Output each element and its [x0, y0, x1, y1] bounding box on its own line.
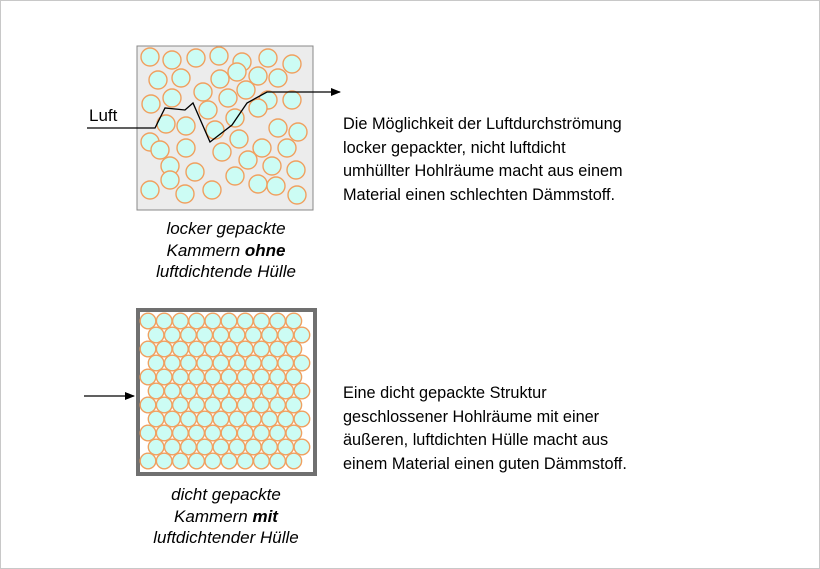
dense-circle — [221, 369, 237, 385]
dense-circle — [189, 341, 205, 357]
dense-circle — [156, 313, 172, 329]
dense-circle — [173, 341, 189, 357]
dense-circle — [173, 453, 189, 469]
dense-circle — [148, 411, 164, 427]
dense-description — [343, 382, 723, 476]
dense-circle — [294, 383, 310, 399]
dense-description-line: äußeren, luftdichten Hülle macht aus — [343, 431, 609, 449]
dense-circle — [254, 313, 270, 329]
dense-circle — [213, 439, 229, 455]
loose-circle — [283, 91, 301, 109]
dense-circle — [140, 397, 156, 413]
dense-caption-line1: dicht gepackte — [171, 485, 281, 504]
dense-circle — [148, 327, 164, 343]
dense-circle — [140, 313, 156, 329]
dense-circle — [229, 383, 245, 399]
dense-circle — [254, 341, 270, 357]
dense-circle — [270, 453, 286, 469]
loose-description-line: Die Möglichkeit der Luftdurchströmung — [343, 115, 622, 133]
dense-circle — [254, 397, 270, 413]
dense-circle — [221, 397, 237, 413]
dense-circle — [181, 355, 197, 371]
loose-circle — [177, 117, 195, 135]
dense-caption-line3: luftdichtender Hülle — [153, 528, 299, 547]
loose-circle — [226, 167, 244, 185]
dense-circle — [213, 411, 229, 427]
dense-circle — [173, 313, 189, 329]
dense-circle — [278, 411, 294, 427]
loose-circle — [177, 139, 195, 157]
dense-circle — [205, 369, 221, 385]
loose-circle — [287, 161, 305, 179]
dense-circle — [205, 341, 221, 357]
loose-circle — [211, 70, 229, 88]
dense-circle — [156, 453, 172, 469]
dense-caption — [96, 484, 356, 549]
loose-circle — [263, 157, 281, 175]
dense-circle — [254, 453, 270, 469]
dense-circle — [286, 397, 302, 413]
dense-description-line: Eine dicht gepackte Struktur — [343, 384, 547, 402]
dense-circle — [189, 453, 205, 469]
loose-circle — [249, 175, 267, 193]
loose-caption-line1: locker gepackte — [166, 219, 286, 238]
dense-circle — [229, 439, 245, 455]
dense-circle — [189, 369, 205, 385]
dense-circle — [140, 369, 156, 385]
dense-circle — [140, 341, 156, 357]
loose-circle — [289, 123, 307, 141]
dense-circle — [148, 383, 164, 399]
loose-circle — [230, 130, 248, 148]
dense-circle — [262, 355, 278, 371]
dense-circle — [237, 369, 253, 385]
loose-circle — [228, 63, 246, 81]
loose-circle — [142, 95, 160, 113]
dense-circle — [294, 355, 310, 371]
loose-caption — [96, 218, 356, 283]
dense-circle — [213, 327, 229, 343]
dense-circle — [148, 439, 164, 455]
dense-circle — [165, 355, 181, 371]
loose-caption-line3: luftdichtende Hülle — [156, 262, 296, 281]
dense-circle — [205, 425, 221, 441]
dense-circle — [181, 439, 197, 455]
air-label: Luft — [89, 106, 118, 125]
dense-circle — [278, 383, 294, 399]
loose-circle — [187, 49, 205, 67]
loose-circle — [249, 99, 267, 117]
dense-circle — [189, 313, 205, 329]
dense-circle — [262, 327, 278, 343]
dense-circle — [262, 439, 278, 455]
dense-circle — [181, 327, 197, 343]
dense-circle — [205, 453, 221, 469]
dense-circle — [165, 383, 181, 399]
dense-circle — [197, 383, 213, 399]
loose-circle — [163, 89, 181, 107]
dense-circle — [221, 313, 237, 329]
loose-circle — [206, 121, 224, 139]
dense-circle — [286, 369, 302, 385]
dense-caption-line2 — [96, 506, 356, 528]
dense-circle — [286, 453, 302, 469]
dense-circle — [229, 411, 245, 427]
loose-circle — [141, 48, 159, 66]
loose-circle — [269, 69, 287, 87]
loose-circle — [210, 47, 228, 65]
loose-description — [343, 113, 723, 207]
dense-circle — [229, 327, 245, 343]
loose-circle — [239, 151, 257, 169]
loose-caption-emphasis: ohne — [244, 240, 286, 260]
loose-circle — [213, 143, 231, 161]
loose-circle — [237, 81, 255, 99]
dense-circle — [270, 341, 286, 357]
dense-circle — [246, 439, 262, 455]
dense-circle — [270, 313, 286, 329]
dense-circle — [246, 411, 262, 427]
dense-circle — [156, 397, 172, 413]
loose-description-line: umhüllter Hohlräume macht aus einem — [343, 162, 623, 180]
dense-circle — [246, 355, 262, 371]
loose-circle — [267, 177, 285, 195]
dense-circle — [205, 313, 221, 329]
dense-caption-line2-text: Kammern — [174, 506, 253, 526]
dense-circle — [221, 341, 237, 357]
dense-circle — [270, 425, 286, 441]
dense-circle — [246, 383, 262, 399]
loose-description-line: locker gepackter, nicht luftdicht — [343, 138, 566, 157]
dense-circle — [270, 369, 286, 385]
dense-circle — [156, 369, 172, 385]
loose-circle — [278, 139, 296, 157]
dense-circle — [181, 383, 197, 399]
loose-circle — [259, 49, 277, 67]
dense-circle — [229, 355, 245, 371]
dense-circle — [237, 313, 253, 329]
dense-caption-emphasis: mit — [252, 506, 278, 526]
loose-circle — [199, 101, 217, 119]
dense-circle — [237, 425, 253, 441]
loose-circle — [186, 163, 204, 181]
dense-circle — [173, 425, 189, 441]
dense-circle — [278, 327, 294, 343]
dense-circle — [286, 425, 302, 441]
dense-circle — [156, 425, 172, 441]
dense-circle — [237, 397, 253, 413]
dense-circle — [165, 327, 181, 343]
dense-circle — [237, 341, 253, 357]
loose-circle — [288, 186, 306, 204]
loose-caption-line2 — [96, 240, 356, 262]
loose-circle — [172, 69, 190, 87]
dense-circle — [278, 439, 294, 455]
dense-circle — [189, 397, 205, 413]
dense-circle — [221, 425, 237, 441]
dense-circle — [294, 439, 310, 455]
loose-circle — [269, 119, 287, 137]
dense-circles-group — [140, 313, 310, 469]
loose-circle — [163, 51, 181, 69]
dense-circle — [173, 369, 189, 385]
dense-circle — [205, 397, 221, 413]
dense-circle — [278, 355, 294, 371]
dense-circle — [197, 439, 213, 455]
dense-circle — [156, 341, 172, 357]
loose-circle — [283, 55, 301, 73]
dense-circle — [140, 453, 156, 469]
dense-circle — [173, 397, 189, 413]
dense-circle — [294, 327, 310, 343]
dense-circle — [237, 453, 253, 469]
dense-circle — [189, 425, 205, 441]
dense-circle — [254, 425, 270, 441]
loose-circle — [176, 185, 194, 203]
dense-circle — [246, 327, 262, 343]
dense-circle — [221, 453, 237, 469]
dense-circle — [286, 313, 302, 329]
dense-description-line: einem Material einen guten Dämmstoff. — [343, 454, 627, 473]
loose-circle — [161, 171, 179, 189]
dense-circle — [197, 327, 213, 343]
loose-circle — [149, 71, 167, 89]
loose-circle — [141, 181, 159, 199]
loose-circle — [203, 181, 221, 199]
dense-circle — [262, 411, 278, 427]
dense-description-line: geschlossener Hohlräume mit einer — [343, 407, 600, 426]
dense-circle — [197, 355, 213, 371]
dense-circle — [286, 341, 302, 357]
loose-circle — [219, 89, 237, 107]
dense-circle — [213, 383, 229, 399]
dense-circle — [262, 383, 278, 399]
loose-caption-line2-text: Kammern — [166, 240, 245, 260]
loose-circle — [194, 83, 212, 101]
loose-circle — [151, 141, 169, 159]
dense-circle — [148, 355, 164, 371]
dense-circle — [213, 355, 229, 371]
dense-circle — [270, 397, 286, 413]
dense-circle — [197, 411, 213, 427]
dense-circle — [165, 439, 181, 455]
dense-circle — [294, 411, 310, 427]
dense-circle — [165, 411, 181, 427]
loose-description-line: Material einen schlechten Dämmstoff. — [343, 185, 616, 204]
dense-circle — [254, 369, 270, 385]
dense-circle — [140, 425, 156, 441]
dense-circle — [181, 411, 197, 427]
